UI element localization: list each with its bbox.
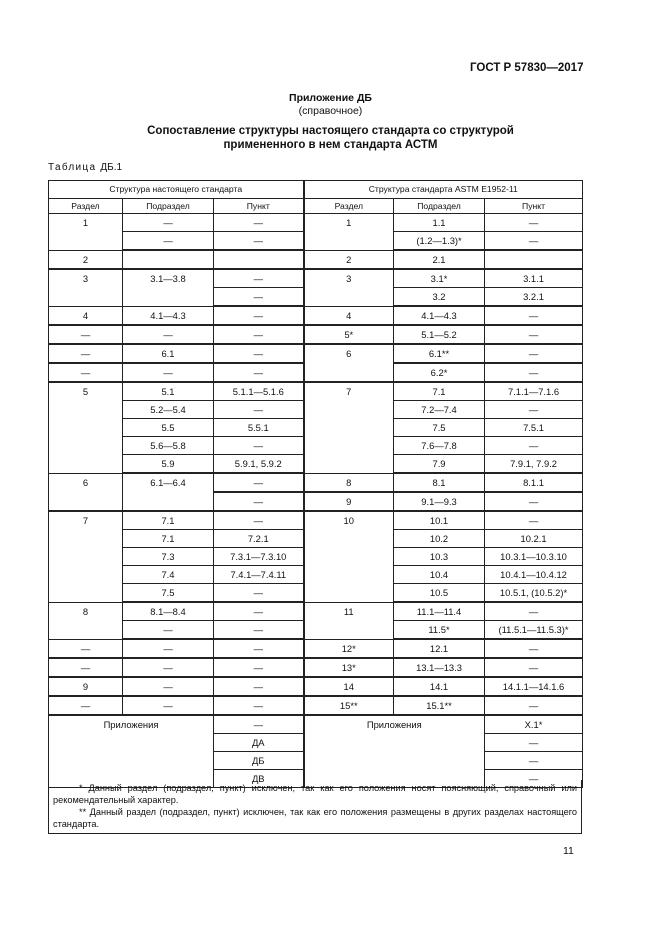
cell: — <box>485 325 583 344</box>
footnote-1: * Данный раздел (подраздел, пункт) исключен, так как его положения носят поясняющий, справочный или рекомендательный характер. <box>53 783 577 805</box>
cell: — <box>49 658 123 677</box>
table-row <box>49 473 583 492</box>
cell: 1 <box>49 214 123 251</box>
cell: 7.5 <box>394 419 485 437</box>
cell: 11.1—11.4 <box>394 602 485 621</box>
cell: 10.3.1—10.3.10 <box>485 548 583 566</box>
cell: 3 <box>49 269 123 306</box>
cell <box>485 250 583 269</box>
cell: 1 <box>304 214 394 251</box>
cell: 7.9.1, 7.9.2 <box>485 455 583 474</box>
cell: 12.1 <box>394 639 485 658</box>
footnote-2: ** Данный раздел (подраздел, пункт) исключен, так как его положения размещены в других разделах настоящего стандарта. <box>53 807 577 829</box>
cell: — <box>485 639 583 658</box>
cell: 3 <box>304 269 394 306</box>
col-subsection: Подраздел <box>394 199 485 214</box>
cell: 7.6—7.8 <box>394 437 485 455</box>
cell: — <box>214 363 304 382</box>
cell: 3.1.1 <box>485 269 583 288</box>
cell: — <box>485 344 583 363</box>
cell: 7.4 <box>123 566 214 584</box>
table-row <box>49 382 583 401</box>
cell: — <box>49 639 123 658</box>
cell: 7.3.1—7.3.10 <box>214 548 304 566</box>
cell: 5.1 <box>123 382 214 401</box>
cell: 15.1** <box>394 696 485 715</box>
cell: 5.1—5.2 <box>394 325 485 344</box>
cell: 4 <box>304 306 394 325</box>
cell: 5.9 <box>123 455 214 474</box>
cell: — <box>214 214 304 232</box>
cell: — <box>214 325 304 344</box>
cell: 8 <box>304 473 394 492</box>
cell: 7.4.1—7.4.11 <box>214 566 304 584</box>
col-subsection: Подраздел <box>123 199 214 214</box>
cell: 5.9.1, 5.9.2 <box>214 455 304 474</box>
page-number: 11 <box>563 845 574 857</box>
cell: 6.1—6.4 <box>123 473 214 511</box>
title-line-2: примененного в нем стандарта АСТМ <box>223 139 438 151</box>
cell: 7 <box>49 511 123 602</box>
cell: 7.1 <box>123 530 214 548</box>
table-row <box>49 269 583 288</box>
col-section: Раздел <box>304 199 394 214</box>
cell: 9 <box>49 677 123 696</box>
table-row <box>49 250 583 269</box>
table-row <box>49 639 583 658</box>
cell: 4.1—4.3 <box>394 306 485 325</box>
cell: 7 <box>304 382 394 473</box>
cell: 10.4.1—10.4.12 <box>485 566 583 584</box>
table-row <box>49 677 583 696</box>
cell: 8.1—8.4 <box>123 602 214 621</box>
title-line-1: Сопоставление структуры настоящего стандарта со структурой <box>147 125 514 137</box>
cell: 9.1—9.3 <box>394 492 485 511</box>
cell: — <box>214 602 304 621</box>
cell: 7.3 <box>123 548 214 566</box>
document-code: ГОСТ Р 57830—2017 <box>470 62 584 74</box>
cell: 10.2 <box>394 530 485 548</box>
table-footnotes <box>48 780 582 834</box>
cell: 10.2.1 <box>485 530 583 548</box>
cell: 5.1.1—5.1.6 <box>214 382 304 401</box>
cell: — <box>214 639 304 658</box>
cell <box>123 250 214 269</box>
cell: 2 <box>304 250 394 269</box>
cell: 6 <box>304 344 394 382</box>
cell: — <box>123 677 214 696</box>
cell: 7.9 <box>394 455 485 474</box>
cell: 13.1—13.3 <box>394 658 485 677</box>
cell: 9 <box>304 492 394 511</box>
cell: — <box>485 232 583 251</box>
col-item: Пункт <box>485 199 583 214</box>
cell: — <box>214 288 304 307</box>
cell: 7.1 <box>394 382 485 401</box>
cell: 7.1.1—7.1.6 <box>485 382 583 401</box>
cell: ДБ <box>214 752 304 770</box>
col-section: Раздел <box>49 199 123 214</box>
cell: 10.3 <box>394 548 485 566</box>
cell: — <box>214 344 304 363</box>
cell: 14.1 <box>394 677 485 696</box>
cell: — <box>214 511 304 530</box>
cell: — <box>485 401 583 419</box>
page-title <box>0 124 661 152</box>
table-row <box>49 696 583 715</box>
cell: — <box>49 363 123 382</box>
cell: — <box>123 214 214 232</box>
cell: ДА <box>214 734 304 752</box>
cell: — <box>123 639 214 658</box>
cell: 7.2.1 <box>214 530 304 548</box>
header-current-structure: Структура настоящего стандарта <box>49 181 304 199</box>
cell: 8.1 <box>394 473 485 492</box>
cell: 3.2 <box>394 288 485 307</box>
cell: — <box>214 584 304 603</box>
cell: — <box>123 325 214 344</box>
cell: — <box>214 269 304 288</box>
cell: 10.1 <box>394 511 485 530</box>
table-caption-word: Таблица <box>48 162 97 173</box>
table-caption <box>48 162 122 173</box>
cell: — <box>485 770 583 788</box>
cell: 8 <box>49 602 123 639</box>
cell: — <box>485 658 583 677</box>
cell: (11.5.1—11.5.3)* <box>485 621 583 640</box>
cell-appendices-left: Приложения <box>49 715 214 788</box>
cell: — <box>485 511 583 530</box>
cell: — <box>214 437 304 455</box>
cell: 6.1 <box>123 344 214 363</box>
cell: 10.5 <box>394 584 485 603</box>
cell: — <box>485 752 583 770</box>
cell: X.1* <box>485 715 583 734</box>
cell: 5.5 <box>123 419 214 437</box>
cell: 10.4 <box>394 566 485 584</box>
cell: 2 <box>49 250 123 269</box>
cell: — <box>485 492 583 511</box>
cell: — <box>49 696 123 715</box>
table-row <box>49 344 583 363</box>
cell: — <box>214 306 304 325</box>
cell: — <box>485 363 583 382</box>
cell: 5.5.1 <box>214 419 304 437</box>
cell: 5.2—5.4 <box>123 401 214 419</box>
table-row <box>49 715 583 734</box>
cell: 3.2.1 <box>485 288 583 307</box>
table-row <box>49 325 583 344</box>
table-row <box>49 306 583 325</box>
appendix-title: Приложение ДБ <box>289 92 372 104</box>
table-column-header <box>49 199 583 214</box>
cell: 5.6—5.8 <box>123 437 214 455</box>
cell: 3.1—3.8 <box>123 269 214 306</box>
table-caption-number: ДБ.1 <box>100 162 123 173</box>
cell: — <box>214 658 304 677</box>
col-item: Пункт <box>214 199 304 214</box>
cell-appendices-right: Приложения <box>304 715 485 788</box>
cell: — <box>214 473 304 492</box>
cell: (1.2—1.3)* <box>394 232 485 251</box>
cell: 8.1.1 <box>485 473 583 492</box>
cell: 11 <box>304 602 394 639</box>
cell: 13* <box>304 658 394 677</box>
cell: 6.1** <box>394 344 485 363</box>
cell: 7.2—7.4 <box>394 401 485 419</box>
table-row <box>49 602 583 621</box>
appendix-subtitle: (справочное) <box>298 105 363 117</box>
cell: 4 <box>49 306 123 325</box>
cell: 10.5.1, (10.5.2)* <box>485 584 583 603</box>
cell: 1.1 <box>394 214 485 232</box>
cell: — <box>123 658 214 677</box>
cell: 14 <box>304 677 394 696</box>
cell: — <box>49 344 123 363</box>
cell: — <box>123 621 214 640</box>
cell: — <box>214 232 304 251</box>
cell: 6.2* <box>394 363 485 382</box>
cell: — <box>123 363 214 382</box>
table-group-header <box>49 181 583 199</box>
cell: 14.1.1—14.1.6 <box>485 677 583 696</box>
cell: 2.1 <box>394 250 485 269</box>
cell: 3.1* <box>394 269 485 288</box>
cell: 5* <box>304 325 394 344</box>
cell: 7.1 <box>123 511 214 530</box>
cell: — <box>485 214 583 232</box>
cell: — <box>123 232 214 251</box>
cell: — <box>214 621 304 640</box>
cell: — <box>214 492 304 511</box>
cell: — <box>485 734 583 752</box>
cell: 15** <box>304 696 394 715</box>
cell: 7.5.1 <box>485 419 583 437</box>
table-row <box>49 511 583 530</box>
cell: 5 <box>49 382 123 473</box>
header-astm-structure: Структура стандарта ASTM E1952-11 <box>304 181 583 199</box>
cell <box>214 250 304 269</box>
cell: 7.5 <box>123 584 214 603</box>
table-row <box>49 658 583 677</box>
cell: — <box>49 325 123 344</box>
cell: 10 <box>304 511 394 602</box>
cell: 6 <box>49 473 123 511</box>
cell: — <box>214 696 304 715</box>
cell: 12* <box>304 639 394 658</box>
cell: — <box>214 715 304 734</box>
cell: — <box>214 401 304 419</box>
cell: — <box>485 696 583 715</box>
cell: 4.1—4.3 <box>123 306 214 325</box>
comparison-table <box>48 180 583 788</box>
table-row <box>49 214 583 232</box>
cell: ДВ <box>214 770 304 788</box>
cell: 11.5* <box>394 621 485 640</box>
cell: — <box>485 306 583 325</box>
cell: — <box>485 437 583 455</box>
cell: — <box>214 677 304 696</box>
cell: — <box>123 696 214 715</box>
cell: — <box>485 602 583 621</box>
